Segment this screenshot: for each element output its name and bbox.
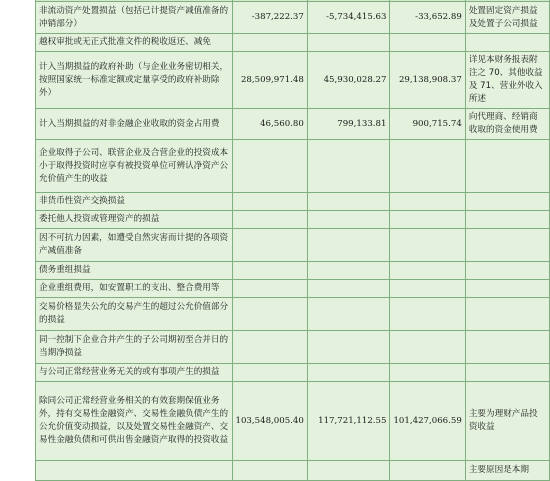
table-row (36, 229, 550, 262)
value-col2-cell (307, 280, 390, 298)
value-col1-cell: -387,222.37 (232, 2, 307, 34)
value-col1-cell (232, 34, 307, 52)
item-cell: 非流动资产处置损益（包括已计提资产减值准备的冲销部分） (36, 2, 233, 34)
value-col1-cell (232, 298, 307, 331)
value-col3-cell: 101,427,066.59 (390, 382, 465, 461)
value-col2-cell (307, 193, 390, 211)
value-col3-cell (390, 331, 465, 364)
table-row (36, 52, 550, 109)
value-col3-cell (390, 262, 465, 280)
table-row (36, 298, 550, 331)
table-row (36, 193, 550, 211)
value-col2-cell (307, 140, 390, 193)
value-col2-cell (307, 364, 390, 382)
item-cell: 非货币性资产交换损益 (36, 193, 233, 211)
value-col3-cell: -33,652.89 (390, 2, 465, 34)
value-col3-cell (390, 211, 465, 229)
value-col3-cell: 29,138,908.37 (390, 52, 465, 109)
value-col1-cell (232, 229, 307, 262)
value-col2-cell: 799,133.81 (307, 109, 390, 140)
value-col1-cell: 28,509,971.48 (232, 52, 307, 109)
note-cell (465, 280, 549, 298)
note-cell: 主要原因是本期 (465, 461, 549, 481)
item-cell: 企业取得子公司、联营企业及合营企业的投资成本小于取得投资时应享有被投资单位可辨认净资产公允价值产生的收益 (36, 140, 233, 193)
table-row (36, 211, 550, 229)
note-cell (465, 298, 549, 331)
value-col1-cell (232, 461, 307, 481)
note-cell (465, 34, 549, 52)
value-col2-cell (307, 34, 390, 52)
value-col2-cell (307, 211, 390, 229)
note-cell (465, 229, 549, 262)
table-row (36, 364, 550, 382)
note-cell (465, 211, 549, 229)
note-cell: 主要为理财产品投资收益 (465, 382, 549, 461)
table-row (36, 461, 550, 481)
value-col2-cell (307, 229, 390, 262)
item-cell: 越权审批或无正式批准文件的税收返还、减免 (36, 34, 233, 52)
item-cell: 同一控制下企业合并产生的子公司期初至合并日的当期净损益 (36, 331, 233, 364)
value-col3-cell (390, 298, 465, 331)
value-col3-cell (390, 229, 465, 262)
note-cell: 处置固定资产损益及处置子公司损益 (465, 2, 549, 34)
value-col1-cell (232, 211, 307, 229)
value-col2-cell (307, 262, 390, 280)
note-cell (465, 364, 549, 382)
value-col3-cell (390, 364, 465, 382)
item-cell: 交易价格显失公允的交易产生的超过公允价值部分的损益 (36, 298, 233, 331)
non-recurring-gains-table (35, 0, 550, 481)
note-cell (465, 193, 549, 211)
table-row (36, 140, 550, 193)
value-col1-cell (232, 331, 307, 364)
table-row (36, 109, 550, 140)
value-col2-cell: -5,734,415.63 (307, 2, 390, 34)
value-col1-cell: 103,548,005.40 (232, 382, 307, 461)
value-col1-cell (232, 364, 307, 382)
item-cell: 计入当期损益的对非金融企业收取的资金占用费 (36, 109, 233, 140)
value-col3-cell (390, 193, 465, 211)
value-col3-cell (390, 461, 465, 481)
table-row (36, 280, 550, 298)
note-cell: 向代理商、经销商收取的资金使用费 (465, 109, 549, 140)
item-cell: 债务重组损益 (36, 262, 233, 280)
value-col1-cell (232, 262, 307, 280)
value-col2-cell: 45,930,028.27 (307, 52, 390, 109)
item-cell: 企业重组费用，如安置职工的支出、整合费用等 (36, 280, 233, 298)
item-cell (36, 461, 233, 481)
value-col1-cell (232, 193, 307, 211)
table-row (36, 262, 550, 280)
value-col2-cell (307, 298, 390, 331)
value-col1-cell: 46,560.80 (232, 109, 307, 140)
value-col3-cell (390, 34, 465, 52)
value-col2-cell (307, 331, 390, 364)
value-col3-cell: 900,715.74 (390, 109, 465, 140)
item-cell: 计入当期损益的政府补助（与企业业务密切相关，按照国家统一标准定额或定量享受的政府补助除外） (36, 52, 233, 109)
table-row (36, 2, 550, 34)
table-row (36, 34, 550, 52)
value-col2-cell: 117,721,112.55 (307, 382, 390, 461)
table-row (36, 331, 550, 364)
value-col1-cell (232, 280, 307, 298)
value-col2-cell (307, 461, 390, 481)
item-cell: 因不可抗力因素，如遭受自然灾害而计提的各项资产减值准备 (36, 229, 233, 262)
value-col1-cell (232, 140, 307, 193)
note-cell (465, 331, 549, 364)
note-cell (465, 140, 549, 193)
value-col3-cell (390, 140, 465, 193)
note-cell (465, 262, 549, 280)
note-cell: 详见本财务报表附注之 70、其他收益及 71、营业外收入所述 (465, 52, 549, 109)
item-cell: 除同公司正常经营业务相关的有效套期保值业务外，持有交易性金融资产、交易性金融负债产生的公允价值变动损益，以及处置交易性金融资产、交易性金融负债和可供出售金融资产取得的投资收益 (36, 382, 233, 461)
item-cell: 与公司正常经营业务无关的或有事项产生的损益 (36, 364, 233, 382)
value-col3-cell (390, 280, 465, 298)
table-row (36, 382, 550, 461)
item-cell: 委托他人投资或管理资产的损益 (36, 211, 233, 229)
